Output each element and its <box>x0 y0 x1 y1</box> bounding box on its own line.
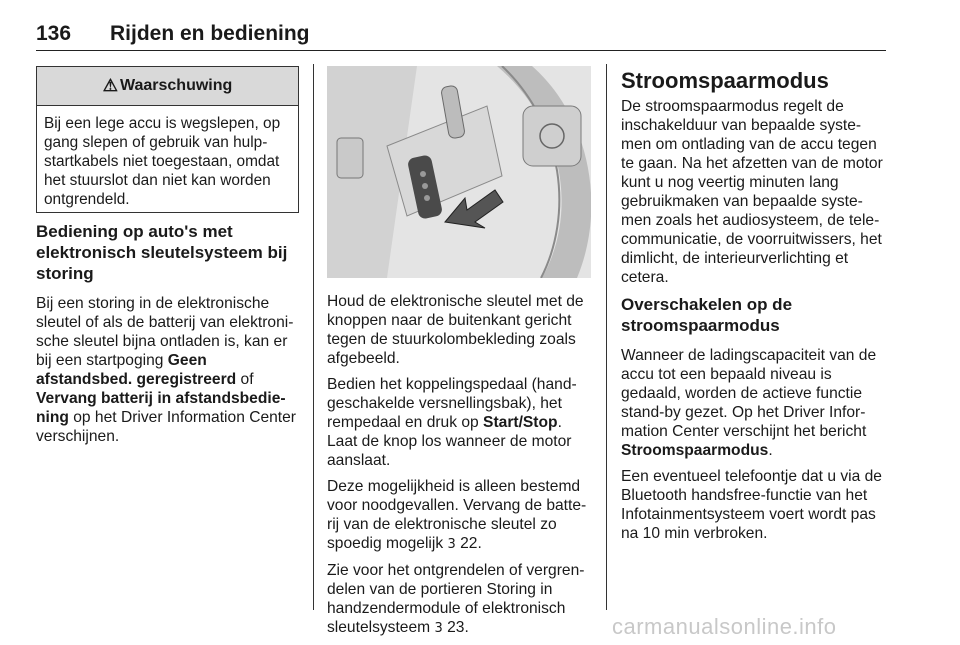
page-ref-22[interactable]: 22. <box>460 535 482 552</box>
start-stop-term: Start/Stop <box>483 414 558 431</box>
right-heading: Stroomspaarmodus <box>621 68 829 93</box>
right-paragraph-1: De stroomspaarmodus regelt de inschakelduur van bepaalde syste-men om ontlading van de accu tegen te gaan. Na het afzetten van de motor kunt u nog veertig minuten lang gebruikmaken van bepaalde syste-men zoals het audiosysteem, de tele-communicatie, de voorruitwissers, het dimlicht, de interieurverlichting et cetera. <box>621 98 883 286</box>
middle-paragraph-4 <box>327 561 593 638</box>
page-header <box>36 22 886 48</box>
left-text-3: op het Driver Information Center verschijnen. <box>36 409 296 445</box>
section-heading: Bediening op auto's met elektronisch sleutelsysteem bij storing <box>36 222 288 283</box>
middle-paragraph-3 <box>327 477 593 554</box>
right-text-2a: Wanneer de ladingscapaciteit van de accu tot een bepaald niveau is gedaald, worden de actieve functie stand-by gezet. Op het Driver Infor-mation Center verschijnt het bericht <box>621 347 877 440</box>
warning-triangle-icon: ⚠ <box>102 76 118 95</box>
warning-text: Bij een lege accu is wegslepen, op gang slepen of gebruik van hulp-startkabels niet toegestaan, omdat het stuurslot dan niet kan worden ontgrendeld. <box>44 115 281 208</box>
warning-header <box>37 67 298 106</box>
header-divider <box>36 50 886 51</box>
page-ref-23[interactable]: 23. <box>447 619 469 636</box>
left-text-2: of <box>236 371 254 388</box>
chapter-title: Rijden en bediening <box>110 22 310 45</box>
middle-text-4: Zie voor het ontgrendelen of vergren-delen van de portieren Storing in handzendermodule of elektronisch sleutelsysteem <box>327 562 585 636</box>
middle-text-3: Deze mogelijkheid is alleen bestemd voor noodgevallen. Vervang de batte-rij van de elektronische sleutel zo spoedig mogelijk <box>327 478 587 552</box>
page-reference-icon: 3 <box>447 537 456 552</box>
message-geen-afstandsbed: Geen afstandsbed. geregistreerd <box>36 352 237 388</box>
middle-text-2a: Bedien het koppelingspedaal (hand-geschakelde versnellingsbak), het rempedaal en druk op <box>327 376 577 431</box>
right-text-2b: . <box>768 442 773 459</box>
steering-column-key-photo <box>327 66 591 278</box>
left-text-1: Bij een storing in de elektronische sleutel of als de batterij van elektroni-sche sleutel bijna ontladen is, kan er bij een startpoging <box>36 295 294 369</box>
left-paragraph <box>36 294 300 446</box>
watermark: carmanualsonline.info <box>612 614 837 639</box>
middle-paragraph-1: Houd de elektronische sleutel met de knoppen naar de buitenkant gericht tegen de stuurkolombekleding zoals afgebeeld. <box>327 293 584 367</box>
warning-box <box>36 66 299 213</box>
middle-paragraph-2 <box>327 375 593 470</box>
right-paragraph-3: Een eventueel telefoontje dat u via de Bluetooth handsfree-functie van het Infotainmentsysteem voert wordt pas na 10 min verbroken. <box>621 468 882 542</box>
page-number: 136 <box>36 22 72 45</box>
middle-column <box>327 292 593 645</box>
right-paragraph-2 <box>621 346 887 460</box>
message-vervang-batterij: Vervang batterij in afstandsbedie-ning <box>36 390 286 426</box>
column-divider-right <box>606 64 607 610</box>
right-column <box>621 68 887 550</box>
stroomspaarmodus-term: Stroomspaarmodus <box>621 442 769 459</box>
left-column <box>36 221 300 453</box>
middle-text-2b: . Laat de knop los wanneer de motor aanslaat. <box>327 414 572 469</box>
page-reference-icon: 3 <box>434 621 443 636</box>
warning-title: Waarschuwing <box>119 77 233 94</box>
column-divider-left <box>313 64 314 610</box>
right-subheading: Overschakelen op de stroomspaarmodus <box>621 295 793 335</box>
